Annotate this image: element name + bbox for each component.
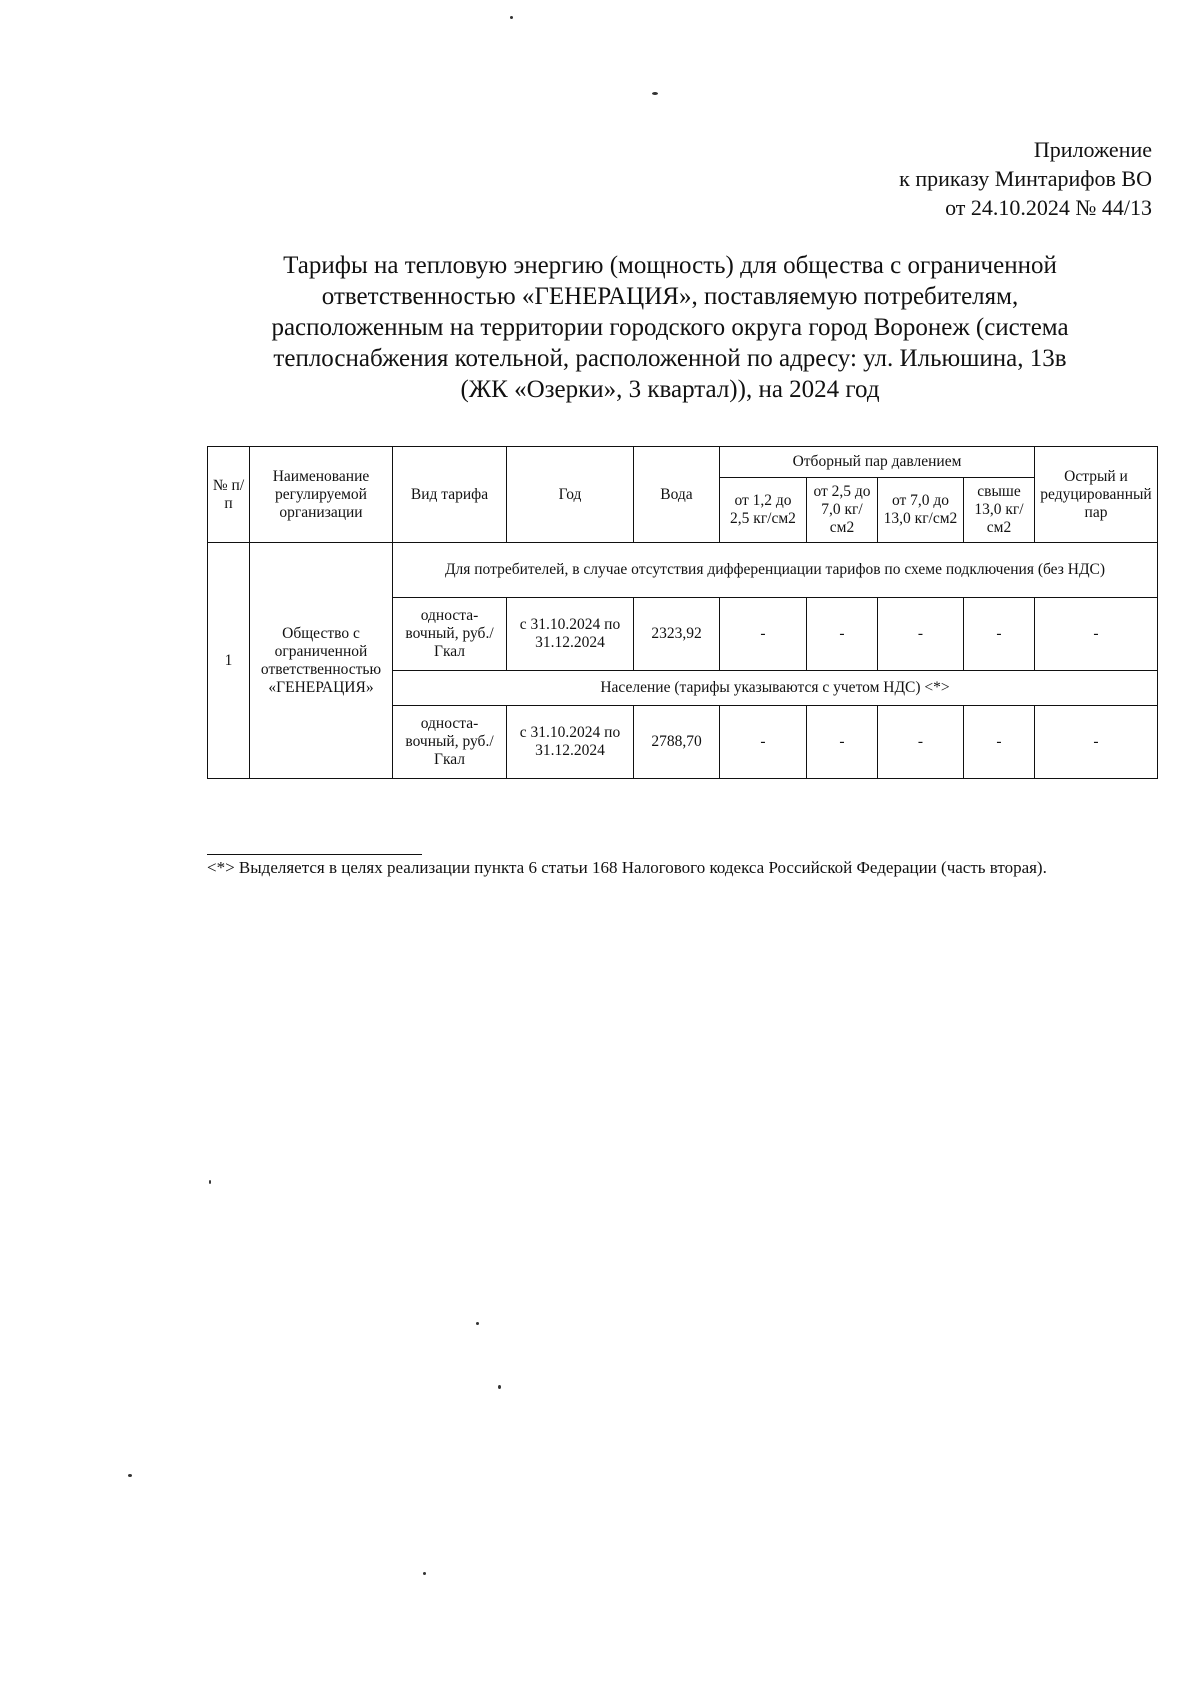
title-line: Тарифы на тепловую энергию (мощность) для общества с ограниченной	[283, 252, 1057, 279]
scan-speck	[423, 1572, 426, 1575]
scan-speck	[498, 1385, 501, 1389]
title-line: (ЖК «Озерки», 3 квартал)), на 2024 год	[460, 376, 880, 403]
scan-speck	[510, 16, 513, 19]
steam-1-value: -	[720, 706, 807, 779]
appendix-block	[899, 135, 1152, 222]
section-title: Для потребителей, в случае отсутствия дифференциации тарифов по схеме подключения (без НДС)	[393, 543, 1158, 598]
header-sharp-steam: Острый и редуцированный пар	[1035, 447, 1158, 543]
header-year: Год	[507, 447, 634, 543]
sharp-steam-value: -	[1035, 706, 1158, 779]
water-value: 2323,92	[634, 598, 720, 671]
steam-4-value: -	[964, 598, 1035, 671]
header-org: Наименование регулируемой организации	[250, 447, 393, 543]
header-steam-3: от 7,0 до 13,0 кг/см2	[878, 478, 964, 543]
header-water: Вода	[634, 447, 720, 543]
steam-4-value: -	[964, 706, 1035, 779]
title-line: расположенным на территории городского округа город Воронеж (система	[271, 314, 1069, 341]
scan-speck	[209, 1180, 211, 1184]
org-name: Общество с ограниченной ответственностью «ГЕНЕРАЦИЯ»	[250, 543, 393, 779]
title-line: теплоснабжения котельной, расположенной по адресу: ул. Ильюшина, 13в	[273, 345, 1067, 372]
appendix-line: Приложение	[1033, 137, 1152, 162]
footnote: <*> Выделяется в целях реализации пункта 6 статьи 168 Налогового кодекса Российской Федерации (часть вторая).	[207, 858, 1047, 877]
row-number: 1	[208, 543, 250, 779]
steam-2-value: -	[807, 598, 878, 671]
period-cell: с 31.10.2024 по 31.12.2024	[507, 598, 634, 671]
steam-3-value: -	[878, 706, 964, 779]
steam-1-value: -	[720, 598, 807, 671]
section-title: Население (тарифы указываются с учетом НДС) <*>	[393, 671, 1158, 706]
sharp-steam-value: -	[1035, 598, 1158, 671]
period-cell: с 31.10.2024 по 31.12.2024	[507, 706, 634, 779]
appendix-line: к приказу Минтарифов ВО	[899, 166, 1152, 191]
tariff-type-cell: односта-вочный, руб./Гкал	[393, 598, 507, 671]
header-tariff-type: Вид тарифа	[393, 447, 507, 543]
tariff-type-cell: односта-вочный, руб./Гкал	[393, 706, 507, 779]
steam-3-value: -	[878, 598, 964, 671]
scan-speck	[476, 1322, 479, 1325]
header-row	[208, 447, 1158, 478]
scan-speck	[128, 1474, 132, 1477]
tariff-table	[207, 446, 1158, 779]
header-num: № п/п	[208, 447, 250, 543]
header-steam-4: свыше 13,0 кг/см2	[964, 478, 1035, 543]
document-title	[200, 250, 1140, 405]
water-value: 2788,70	[634, 706, 720, 779]
section-row	[208, 543, 1158, 598]
header-steam-1: от 1,2 до 2,5 кг/см2	[720, 478, 807, 543]
header-steam-2: от 2,5 до 7,0 кг/см2	[807, 478, 878, 543]
scan-speck	[652, 92, 658, 95]
header-steam-group: Отборный пар давлением	[720, 447, 1035, 478]
appendix-line: от 24.10.2024 № 44/13	[945, 195, 1152, 220]
steam-2-value: -	[807, 706, 878, 779]
footnote-divider	[207, 854, 422, 855]
title-line: ответственностью «ГЕНЕРАЦИЯ», поставляемую потребителям,	[321, 283, 1019, 310]
